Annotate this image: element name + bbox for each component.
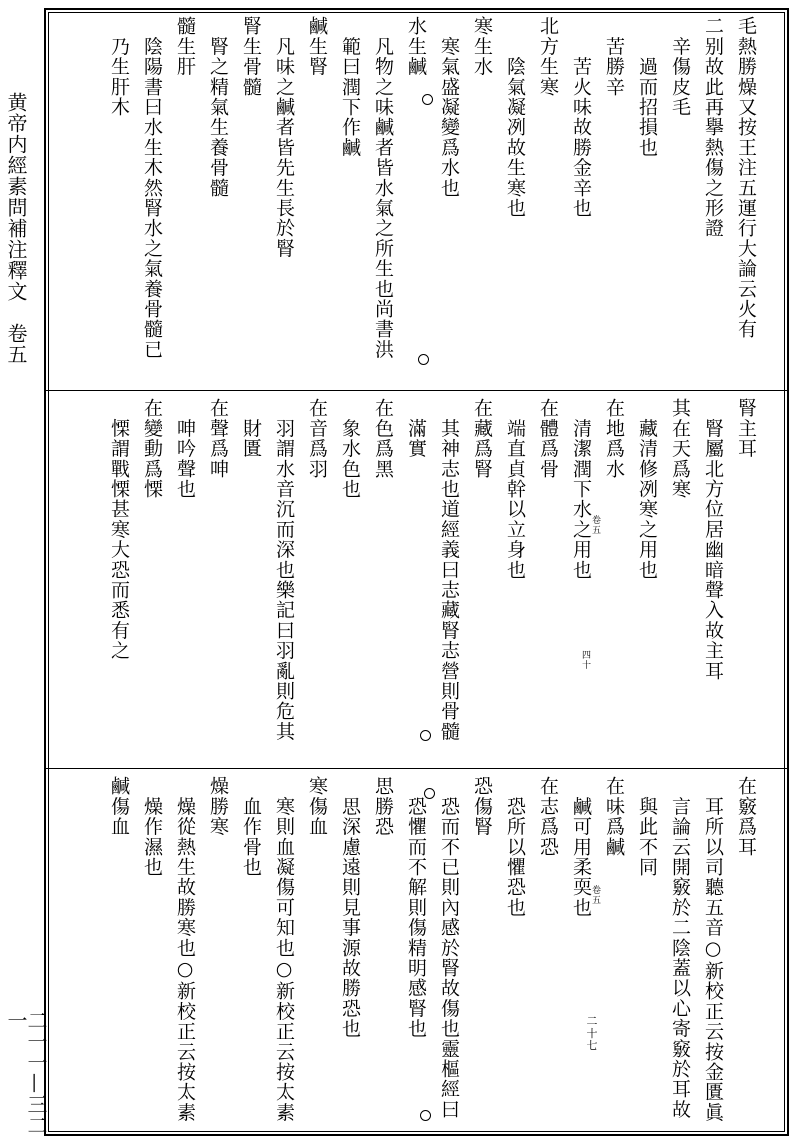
- text-column: 在竅爲耳: [735, 776, 757, 857]
- text-column: 恐所以懼恐也: [504, 776, 526, 918]
- text-column: 在色爲黑: [372, 398, 394, 479]
- circle-marker: [420, 1110, 431, 1121]
- page-frame: [44, 8, 789, 1136]
- page-number: 二一一—三二一: [4, 1010, 48, 1136]
- text-column: 凡物之味鹹者皆水氣之所生也尚書洪: [372, 16, 394, 360]
- text-column: 其神志也道經義曰志藏腎志營則骨髓: [438, 398, 460, 742]
- text-column: 毛熱勝燥又按王注五運行大論云火有: [735, 16, 757, 340]
- text-column: 腎主耳: [735, 398, 757, 459]
- text-column: 過而招損也: [636, 16, 658, 158]
- circle-marker: [424, 788, 435, 799]
- text-column: 鹹可用柔耎也: [570, 776, 592, 918]
- text-column: 在志爲恐: [537, 776, 559, 857]
- text-column: 鹹生腎: [306, 16, 328, 77]
- text-column: 陰氣凝冽故生寒也: [504, 16, 526, 218]
- text-column: 寒則血凝傷可知也○新校正云按太素: [273, 776, 295, 1123]
- text-column: 二别故此再擧熱傷之形證: [702, 16, 724, 239]
- text-column: 辛傷皮毛: [669, 16, 691, 117]
- text-column: 腎生骨髓: [240, 16, 262, 97]
- text-panel-3: [46, 776, 787, 1130]
- text-column: 言論云開竅於二陰蓋以心寄竅於耳故: [669, 776, 691, 1120]
- text-column: 羽謂水音沉而深也樂記曰羽亂則危其: [273, 398, 295, 742]
- text-column: 寒氣盛凝變爲水也: [438, 16, 460, 198]
- text-column: 藏清修冽寒之用也: [636, 398, 658, 580]
- text-column: 燥勝寒: [207, 776, 229, 837]
- text-column: 水生鹹: [405, 16, 427, 77]
- text-column: 乃生肝木: [108, 16, 130, 117]
- text-column: 燥作濕也: [141, 776, 163, 877]
- text-column: 鹹傷血: [108, 776, 130, 837]
- text-column: 與此不同: [636, 776, 658, 877]
- text-column: 恐懼而不解則傷精明感腎也: [405, 776, 427, 1039]
- text-column: 思深慮遠則見事源故勝恐也: [339, 776, 361, 1039]
- text-column: 範曰潤下作鹹: [339, 16, 361, 158]
- panel-divider: [46, 768, 787, 769]
- text-column: 寒生水: [471, 16, 493, 77]
- text-column: 凡味之鹹者皆先生長於腎: [273, 16, 295, 259]
- text-column: 腎之精氣生養骨髓: [207, 16, 229, 198]
- text-panel-1: [46, 16, 787, 384]
- folio-mark: 二十七: [585, 1015, 598, 1052]
- text-column: 在地爲水: [603, 398, 625, 479]
- text-column: 財匱: [240, 398, 262, 459]
- text-column: 在音爲羽: [306, 398, 328, 479]
- small-annotation: 四十: [580, 650, 590, 671]
- text-column: 恐而不已則內感於腎故傷也靈樞經曰: [438, 776, 460, 1120]
- text-column: 髓生肝: [174, 16, 196, 77]
- text-column: 思勝恐: [372, 776, 394, 837]
- text-column: 象水色也: [339, 398, 361, 499]
- text-column: 血作骨也: [240, 776, 262, 877]
- small-annotation: 卷五: [590, 885, 600, 906]
- panel-divider: [46, 390, 787, 391]
- text-column: 在體爲骨: [537, 398, 559, 479]
- text-column: 在變動爲慄: [141, 398, 163, 499]
- text-panel-2: [46, 398, 787, 762]
- text-column: 在聲爲呻: [207, 398, 229, 479]
- text-column: 呻吟聲也: [174, 398, 196, 499]
- small-annotation: 卷五: [590, 515, 600, 536]
- text-column: 端直貞幹以立身也: [504, 398, 526, 580]
- text-column: 耳所以司聽五音○新校正云按金匱眞: [702, 776, 724, 1123]
- book-title: 黄帝内經素問補注釋文 卷五: [4, 92, 28, 365]
- circle-marker: [418, 354, 429, 365]
- circle-marker: [420, 730, 431, 741]
- text-column: 其在天爲寒: [669, 398, 691, 499]
- circle-marker: [422, 94, 433, 105]
- text-column: 腎屬北方位居幽暗聲入故主耳: [702, 398, 724, 681]
- text-column: 慄謂戰慄甚寒大恐而悉有之: [108, 398, 130, 661]
- text-column: 在味爲鹹: [603, 776, 625, 857]
- text-column: 清潔潤下水之用也: [570, 398, 592, 580]
- text-column: 寒傷血: [306, 776, 328, 837]
- text-column: 恐傷腎: [471, 776, 493, 837]
- text-column: 苦火味故勝金辛也: [570, 16, 592, 218]
- text-column: 滿實: [405, 398, 427, 459]
- text-column: 在藏爲腎: [471, 398, 493, 479]
- text-column: 北方生寒: [537, 16, 559, 97]
- text-column: 陰陽書曰水生木然腎水之氣養骨髓已: [141, 16, 163, 360]
- text-column: 苦勝辛: [603, 16, 625, 97]
- text-column: 燥從熱生故勝寒也○新校正云按太素: [174, 776, 196, 1123]
